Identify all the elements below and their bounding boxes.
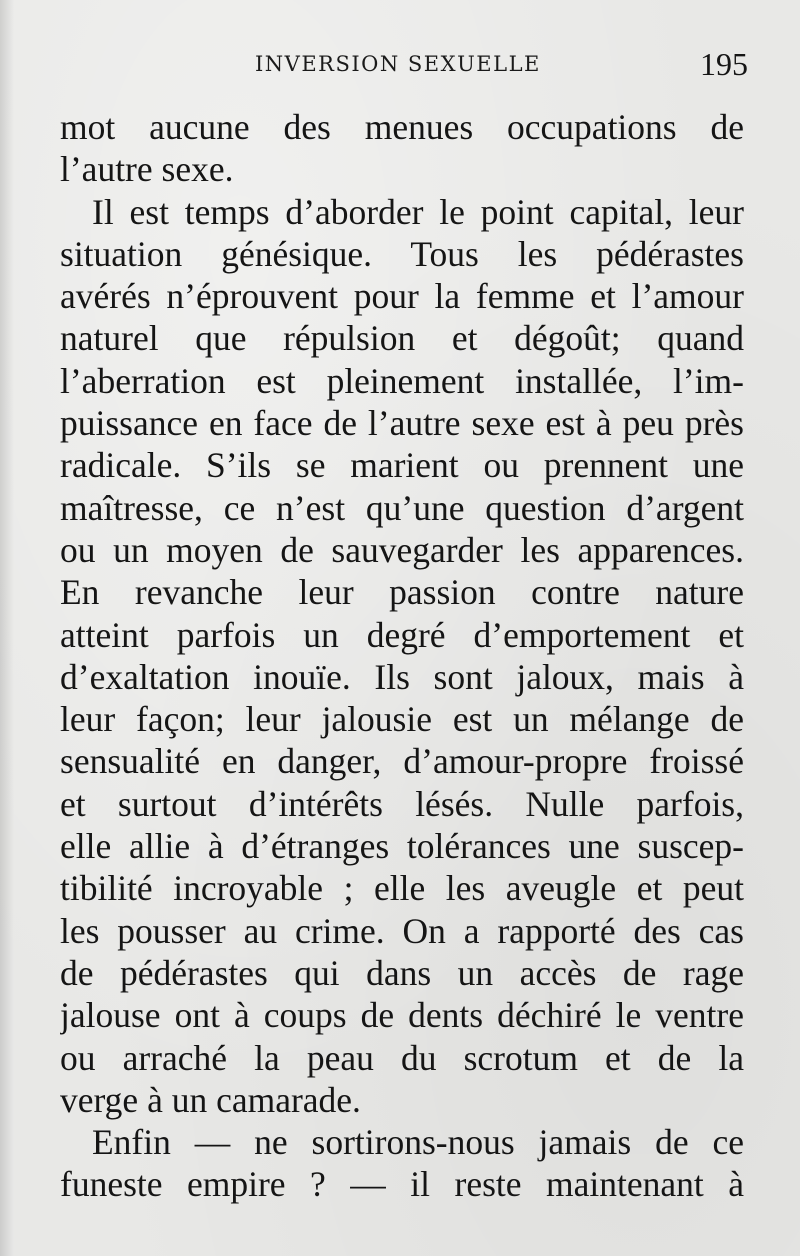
text-line: naturel que répulsion et dégoût; quand xyxy=(60,318,744,359)
text-line: et surtout d’intérêts lésés. Nulle parfois, xyxy=(60,783,744,824)
running-title: INVERSION SEXUELLE xyxy=(255,52,541,76)
text-line: les pousser au crime. On a rapporté des cas xyxy=(60,910,744,951)
running-head xyxy=(0,46,800,86)
text-line: l’autre sexe. xyxy=(60,149,234,190)
text-line: funeste empire ? — il reste maintenant à xyxy=(60,1164,744,1205)
text-line: En revanche leur passion contre nature xyxy=(60,572,744,613)
text-line: avérés n’éprouvent pour la femme et l’amour xyxy=(60,276,744,317)
text-line: mot aucune des menues occupations de xyxy=(60,107,744,147)
text-line: puissance en face de l’autre sexe est à peu près xyxy=(60,403,744,444)
text-line: jalouse ont à coups de dents déchiré le ventre xyxy=(60,995,744,1036)
text-line: verge à un camarade. xyxy=(60,1079,361,1120)
text-line: de pédérastes qui dans un accès de rage xyxy=(60,952,744,993)
text-line: radicale. S’ils se marient ou prennent une xyxy=(60,445,744,486)
text-line: ou arraché la peau du scrotum et de la xyxy=(60,1037,744,1078)
text-line: Enfin — ne sortirons-nous jamais de ce xyxy=(92,1122,744,1163)
text-line: situation génésique. Tous les pédérastes xyxy=(60,233,744,274)
page-edge-shadow xyxy=(0,0,14,1256)
text-line: Il est temps d’aborder le point capital, leur xyxy=(92,191,744,232)
text-line: maîtresse, ce n’est qu’une question d’argent xyxy=(60,487,744,528)
text-line: elle allie à d’étranges tolérances une suscep- xyxy=(60,826,744,867)
text-line: d’exaltation inouïe. Ils sont jaloux, mais à xyxy=(60,656,744,697)
text-line: sensualité en danger, d’amour-propre froissé xyxy=(60,741,744,782)
text-line: tibilité incroyable ; elle les aveugle et peut xyxy=(60,868,744,909)
text-line: ou un moyen de sauvegarder les apparences. xyxy=(60,529,744,570)
body-text xyxy=(60,106,744,1206)
page-number: 195 xyxy=(700,46,748,82)
text-line: leur façon; leur jalousie est un mélange de xyxy=(60,699,744,740)
text-line: l’aberration est pleinement installée, l’im- xyxy=(60,360,744,401)
text-line: atteint parfois un degré d’emportement et xyxy=(60,614,744,655)
